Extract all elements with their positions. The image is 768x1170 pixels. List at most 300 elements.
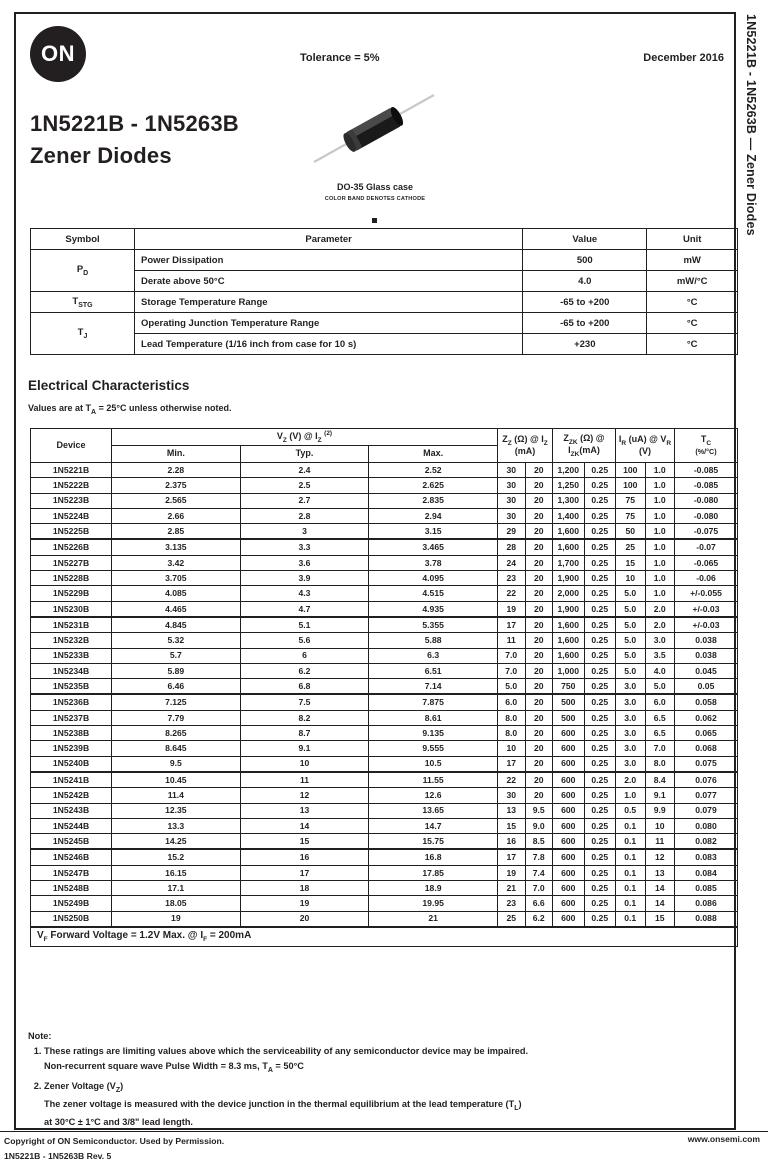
electrical-table-body <box>31 463 738 927</box>
ec-cell-vz_max: 4.515 <box>369 586 498 601</box>
ec-cell-zz: 13 <box>498 803 526 818</box>
ec-cell-zzk: 600 <box>553 726 585 741</box>
ratings-parameter: Derate above 50°C <box>135 271 523 292</box>
ratings-symbol-tj <box>31 313 135 355</box>
ec-cell-vz_min: 17.1 <box>112 881 241 896</box>
note1-line2-sub: A <box>267 1066 273 1074</box>
page-title-line2: Zener Diodes <box>30 142 172 168</box>
ec-cell-ir: 50 <box>616 524 646 540</box>
ec-cell-zzk: 2,000 <box>553 586 585 601</box>
ec-cell-vz_min: 9.5 <box>112 756 241 772</box>
vf-s2: F <box>203 935 208 943</box>
table-row <box>31 508 738 523</box>
ec-cell-iz: 20 <box>525 601 553 617</box>
ratings-parameter: Lead Temperature (1/16 inch from case for 10 s) <box>135 334 523 355</box>
ec-cell-vz_typ: 3.3 <box>240 539 369 555</box>
ec-cell-iz: 20 <box>525 788 553 803</box>
ec-cell-ir: 0.1 <box>616 818 646 833</box>
ec-cell-zzk: 600 <box>553 741 585 756</box>
ec-cell-vz_min: 15.2 <box>112 849 241 865</box>
ec-cell-tc: 0.080 <box>675 818 738 833</box>
ec-cell-vz_min: 18.05 <box>112 896 241 911</box>
ec-cell-ir: 3.0 <box>616 726 646 741</box>
ec-cell-device: 1N5227B <box>31 555 112 570</box>
ec-cell-vz_typ: 10 <box>240 756 369 772</box>
ec-cell-vz_max: 9.555 <box>369 741 498 756</box>
ec-header-device: Device <box>31 429 112 463</box>
ec-cell-izk: 0.25 <box>584 726 616 741</box>
ec-cell-zzk: 1,900 <box>553 571 585 586</box>
note1-line1: These ratings are limiting values above which the serviceability of any semiconductor device may be impaired. <box>44 1046 529 1057</box>
ec-cell-tc: 0.068 <box>675 741 738 756</box>
ec-cell-device: 1N5247B <box>31 865 112 880</box>
symbol-sub: D <box>83 269 89 277</box>
ec-cell-zz: 7.0 <box>498 648 526 663</box>
ec-cell-vz_typ: 15 <box>240 834 369 850</box>
ec-cell-ir: 2.0 <box>616 772 646 788</box>
table-row <box>31 271 738 292</box>
ec-cell-vr: 5.0 <box>645 679 675 695</box>
ec-cell-zz: 19 <box>498 865 526 880</box>
table-row <box>31 313 738 334</box>
note2-line2-pre: The zener voltage is measured with the device junction in the thermal equilibrium at the lead temperature (T <box>44 1098 515 1109</box>
ec-cell-ir: 25 <box>616 539 646 555</box>
ratings-header-unit: Unit <box>647 229 738 250</box>
symbol-sub: STG <box>78 301 93 309</box>
ec-cell-zzk: 600 <box>553 818 585 833</box>
ec-cell-vr: 6.5 <box>645 710 675 725</box>
ec-cell-vr: 6.0 <box>645 694 675 710</box>
ec-cell-vr: 4.0 <box>645 663 675 678</box>
ec-cell-iz: 20 <box>525 756 553 772</box>
ec-cell-vz_typ: 16 <box>240 849 369 865</box>
logo-text: ON <box>41 41 75 66</box>
ec-cell-ir: 0.5 <box>616 803 646 818</box>
ec-cell-tc: 0.075 <box>675 756 738 772</box>
ec-cell-vz_typ: 14 <box>240 818 369 833</box>
ec-cell-vz_typ: 17 <box>240 865 369 880</box>
ec-cell-iz: 20 <box>525 493 553 508</box>
ratings-symbol-tstg <box>31 292 135 313</box>
ec-cell-zzk: 600 <box>553 756 585 772</box>
table-header-row <box>31 229 738 250</box>
table-row <box>31 586 738 601</box>
ec-cell-zz: 17 <box>498 617 526 633</box>
ec-cell-zz: 30 <box>498 508 526 523</box>
ec-cell-iz: 20 <box>525 679 553 695</box>
ratings-parameter: Operating Junction Temperature Range <box>135 313 523 334</box>
ec-cell-izk: 0.25 <box>584 555 616 570</box>
ec-cell-izk: 0.25 <box>584 756 616 772</box>
ec-cell-vr: 2.0 <box>645 601 675 617</box>
ec-cell-vz_max: 7.875 <box>369 694 498 710</box>
table-row <box>31 834 738 850</box>
ec-cell-ir: 15 <box>616 555 646 570</box>
ec-cell-device: 1N5224B <box>31 508 112 523</box>
ec-cell-zzk: 600 <box>553 803 585 818</box>
ec-cell-vr: 9.1 <box>645 788 675 803</box>
vf-p1: V <box>37 929 44 941</box>
table-row <box>31 334 738 355</box>
ec-cell-vz_typ: 12 <box>240 788 369 803</box>
ec-cell-vz_typ: 4.7 <box>240 601 369 617</box>
footer-left <box>4 1134 224 1163</box>
ec-cell-device: 1N5242B <box>31 788 112 803</box>
ec-cell-vz_typ: 5.6 <box>240 633 369 648</box>
package-caption: DO-35 Glass case <box>336 182 414 192</box>
ec-header-zz: $Z_Z$ (Ω) @ $I_Z$ (mA) <box>498 429 553 463</box>
ec-cell-izk: 0.25 <box>584 803 616 818</box>
ec-cell-iz: 9.5 <box>525 803 553 818</box>
table-row <box>31 493 738 508</box>
ec-cell-vz_min: 4.465 <box>112 601 241 617</box>
ec-cell-device: 1N5221B <box>31 463 112 478</box>
ec-cell-izk: 0.25 <box>584 539 616 555</box>
ec-cell-izk: 0.25 <box>584 508 616 523</box>
ec-cell-ir: 5.0 <box>616 663 646 678</box>
ec-cell-ir: 5.0 <box>616 648 646 663</box>
ec-cell-device: 1N5245B <box>31 834 112 850</box>
ec-cell-zzk: 1,250 <box>553 478 585 493</box>
ec-cell-iz: 20 <box>525 772 553 788</box>
symbol-base: P <box>76 264 84 276</box>
ec-cell-device: 1N5225B <box>31 524 112 540</box>
ec-cell-vz_max: 3.465 <box>369 539 498 555</box>
ec-cell-vr: 6.5 <box>645 726 675 741</box>
side-tab <box>738 14 764 354</box>
ec-cell-device: 1N5232B <box>31 633 112 648</box>
footer-website[interactable]: www.onsemi.com <box>687 1134 760 1144</box>
ec-cell-ir: 100 <box>616 478 646 493</box>
ec-cell-zz: 23 <box>498 896 526 911</box>
footer-revision: 1N5221B - 1N5263B Rev. 5 <box>4 1150 112 1161</box>
table-row <box>31 250 738 271</box>
ec-cell-ir: 1.0 <box>616 788 646 803</box>
ec-cell-vr: 1.0 <box>645 571 675 586</box>
table-row <box>31 463 738 478</box>
ec-cell-vz_min: 3.705 <box>112 571 241 586</box>
ec-cell-vz_typ: 2.8 <box>240 508 369 523</box>
ec-cell-zzk: 600 <box>553 881 585 896</box>
ec-cell-vz_min: 3.42 <box>112 555 241 570</box>
ec-cell-device: 1N5222B <box>31 478 112 493</box>
ec-cell-izk: 0.25 <box>584 648 616 663</box>
ec-cell-tc: 0.083 <box>675 849 738 865</box>
ec-cell-izk: 0.25 <box>584 571 616 586</box>
ec-cell-iz: 8.5 <box>525 834 553 850</box>
ec-cell-izk: 0.25 <box>584 493 616 508</box>
ec-cell-tc: 0.079 <box>675 803 738 818</box>
ec-header-tc: $T_C$ (%/°C) <box>675 429 738 463</box>
ec-cell-zz: 7.0 <box>498 663 526 678</box>
ec-cell-izk: 0.25 <box>584 601 616 617</box>
ec-cell-izk: 0.25 <box>584 679 616 695</box>
ec-cell-iz: 20 <box>525 633 553 648</box>
ec-cell-ir: 0.1 <box>616 865 646 880</box>
ec-cell-device: 1N5223B <box>31 493 112 508</box>
ec-cell-vz_min: 7.125 <box>112 694 241 710</box>
ratings-unit: mW <box>647 250 738 271</box>
package-subcaption: COLOR BAND DENOTES CATHODE <box>324 196 426 202</box>
table-row <box>31 726 738 741</box>
ec-cell-iz: 20 <box>525 648 553 663</box>
table-row <box>31 896 738 911</box>
ec-header-tc-unit: (%/°C) <box>695 446 717 456</box>
ec-cell-device: 1N5237B <box>31 710 112 725</box>
ec-cell-ir: 3.0 <box>616 741 646 756</box>
ec-cell-vz_min: 14.25 <box>112 834 241 850</box>
table-row <box>31 555 738 570</box>
ratings-unit: °C <box>647 313 738 334</box>
ec-cell-tc: 0.038 <box>675 633 738 648</box>
ratings-value: -65 to +200 <box>523 313 647 334</box>
ec-cell-ir: 3.0 <box>616 710 646 725</box>
ec-cell-vz_min: 5.7 <box>112 648 241 663</box>
notes-list <box>28 1044 728 1129</box>
ec-cell-vz_min: 2.375 <box>112 478 241 493</box>
ec-cell-tc: +/-0.03 <box>675 601 738 617</box>
ec-cell-vz_max: 8.61 <box>369 710 498 725</box>
table-row <box>31 478 738 493</box>
ec-cell-izk: 0.25 <box>584 710 616 725</box>
note2-line1-sub: Z <box>115 1087 121 1094</box>
ec-header-zzk: $Z_{ZK}$ (Ω) @ $I_{ZK}(mA)$ <box>553 429 616 463</box>
ec-cell-device: 1N5234B <box>31 663 112 678</box>
ec-header-vz-max: Max. <box>369 446 498 463</box>
ec-cell-vz_min: 5.32 <box>112 633 241 648</box>
ec-cell-vz_typ: 18 <box>240 881 369 896</box>
ec-cell-vz_min: 5.89 <box>112 663 241 678</box>
ec-cell-iz: 20 <box>525 726 553 741</box>
ec-cell-zzk: 500 <box>553 694 585 710</box>
ec-cell-vz_max: 5.355 <box>369 617 498 633</box>
ec-cell-vr: 10 <box>645 818 675 833</box>
table-row <box>31 818 738 833</box>
table-row <box>31 694 738 710</box>
ec-cell-vz_min: 8.645 <box>112 741 241 756</box>
ec-cell-ir: 3.0 <box>616 679 646 695</box>
ec-cell-vz_max: 6.3 <box>369 648 498 663</box>
ec-cell-vr: 14 <box>645 896 675 911</box>
ec-cell-zz: 30 <box>498 493 526 508</box>
ec-cell-tc: -0.080 <box>675 508 738 523</box>
ec-cell-izk: 0.25 <box>584 617 616 633</box>
ec-cell-zz: 22 <box>498 586 526 601</box>
ec-cell-device: 1N5233B <box>31 648 112 663</box>
ec-cell-vr: 1.0 <box>645 524 675 540</box>
ec-cell-tc: -0.065 <box>675 555 738 570</box>
table-row <box>31 539 738 555</box>
vf-p3: = 200mA <box>207 929 252 941</box>
ec-cell-vz_max: 12.6 <box>369 788 498 803</box>
ec-cell-vz_max: 19.95 <box>369 896 498 911</box>
ec-cell-zz: 5.0 <box>498 679 526 695</box>
ec-cell-vz_typ: 19 <box>240 896 369 911</box>
section-title-electrical: Electrical Characteristics <box>28 378 190 393</box>
ec-cell-zz: 16 <box>498 834 526 850</box>
ec-cell-vz_typ: 11 <box>240 772 369 788</box>
ec-cell-iz: 20 <box>525 617 553 633</box>
table-row <box>31 865 738 880</box>
ec-cell-tc: 0.088 <box>675 911 738 927</box>
ec-cell-vz_typ: 6 <box>240 648 369 663</box>
ec-cell-zz: 22 <box>498 772 526 788</box>
section-note-electrical <box>28 403 232 416</box>
ec-cell-zzk: 1,400 <box>553 508 585 523</box>
ec-cell-zzk: 1,600 <box>553 633 585 648</box>
ec-cell-zzk: 600 <box>553 788 585 803</box>
ec-cell-izk: 0.25 <box>584 633 616 648</box>
ec-cell-zz: 24 <box>498 555 526 570</box>
ec-cell-zzk: 1,600 <box>553 617 585 633</box>
ec-cell-vz_min: 11.4 <box>112 788 241 803</box>
ratings-header-value: Value <box>523 229 647 250</box>
ec-cell-device: 1N5229B <box>31 586 112 601</box>
ec-cell-izk: 0.25 <box>584 694 616 710</box>
ec-header-ir: $I_R$ (uA) @ $V_R$ (V) <box>616 429 675 463</box>
ec-cell-ir: 5.0 <box>616 633 646 648</box>
publication-date: December 2016 <box>643 52 724 64</box>
ratings-symbol-pd <box>31 250 135 292</box>
ec-cell-vz_max: 4.935 <box>369 601 498 617</box>
ec-cell-izk: 0.25 <box>584 772 616 788</box>
footnote-marker: (2) <box>324 430 333 438</box>
ec-cell-vr: 3.0 <box>645 633 675 648</box>
note2-line3: at 30°C ± 1°C and 3/8" lead length. <box>44 1116 193 1127</box>
ec-cell-tc: -0.07 <box>675 539 738 555</box>
table-row <box>31 788 738 803</box>
ec-cell-device: 1N5231B <box>31 617 112 633</box>
table-row <box>31 679 738 695</box>
ec-cell-vz_max: 10.5 <box>369 756 498 772</box>
ec-cell-zzk: 1,200 <box>553 463 585 478</box>
note2-line2-post: ) <box>518 1098 522 1109</box>
ec-cell-device: 1N5238B <box>31 726 112 741</box>
ec-cell-vz_typ: 9.1 <box>240 741 369 756</box>
ec-cell-vz_max: 18.9 <box>369 881 498 896</box>
ec-cell-device: 1N5235B <box>31 679 112 695</box>
table-row <box>31 756 738 772</box>
ec-cell-vr: 3.5 <box>645 648 675 663</box>
ec-cell-ir: 5.0 <box>616 601 646 617</box>
ec-cell-tc: -0.085 <box>675 478 738 493</box>
ec-cell-vz_max: 2.835 <box>369 493 498 508</box>
table-row <box>31 648 738 663</box>
ec-cell-ir: 10 <box>616 571 646 586</box>
vf-p2: Forward Voltage = 1.2V Max. @ I <box>47 929 204 941</box>
ec-cell-izk: 0.25 <box>584 788 616 803</box>
ec-cell-iz: 20 <box>525 508 553 523</box>
ratings-header-symbol: Symbol <box>31 229 135 250</box>
ec-cell-iz: 6.6 <box>525 896 553 911</box>
ratings-parameter: Power Dissipation <box>135 250 523 271</box>
ratings-unit: °C <box>647 292 738 313</box>
ec-cell-zz: 15 <box>498 818 526 833</box>
ec-cell-device: 1N5230B <box>31 601 112 617</box>
table-row <box>31 849 738 865</box>
ec-cell-vz_typ: 2.7 <box>240 493 369 508</box>
ec-cell-vz_max: 3.78 <box>369 555 498 570</box>
ec-cell-vz_min: 7.79 <box>112 710 241 725</box>
ec-cell-device: 1N5248B <box>31 881 112 896</box>
ec-cell-zzk: 1,600 <box>553 648 585 663</box>
tolerance-label: Tolerance = 5% <box>300 52 380 64</box>
ec-cell-iz: 20 <box>525 571 553 586</box>
ec-cell-vz_min: 12.35 <box>112 803 241 818</box>
ec-cell-ir: 0.1 <box>616 911 646 927</box>
ec-cell-vz_max: 21 <box>369 911 498 927</box>
ec-cell-vr: 15 <box>645 911 675 927</box>
ec-cell-vz_typ: 2.5 <box>240 478 369 493</box>
symbol-base: T <box>77 327 84 339</box>
ec-cell-iz: 20 <box>525 663 553 678</box>
diode-photo-svg <box>306 87 441 170</box>
note2-line1-post: ) <box>120 1081 124 1092</box>
ec-cell-izk: 0.25 <box>584 911 616 927</box>
ec-cell-vz_max: 2.52 <box>369 463 498 478</box>
ec-cell-iz: 7.8 <box>525 849 553 865</box>
list-item <box>44 1079 728 1129</box>
note-post: = 25°C unless otherwise noted. <box>96 403 232 413</box>
ec-cell-zz: 25 <box>498 911 526 927</box>
ec-cell-vz_max: 4.095 <box>369 571 498 586</box>
ec-cell-vz_min: 13.3 <box>112 818 241 833</box>
ec-cell-vz_typ: 7.5 <box>240 694 369 710</box>
ec-cell-izk: 0.25 <box>584 586 616 601</box>
ec-cell-vz_min: 6.46 <box>112 679 241 695</box>
side-tab-label: 1N5221B - 1N5263B — Zener Diodes <box>744 14 758 236</box>
ec-cell-tc: 0.085 <box>675 881 738 896</box>
ec-cell-vr: 14 <box>645 881 675 896</box>
ec-cell-tc: 0.045 <box>675 663 738 678</box>
ec-cell-tc: 0.082 <box>675 834 738 850</box>
ec-cell-zzk: 600 <box>553 896 585 911</box>
page-title <box>30 108 239 172</box>
ec-cell-vr: 1.0 <box>645 493 675 508</box>
ec-cell-iz: 20 <box>525 478 553 493</box>
vf-row <box>31 927 738 947</box>
ec-cell-vr: 11 <box>645 834 675 850</box>
ec-cell-ir: 0.1 <box>616 896 646 911</box>
ec-cell-vz_typ: 3 <box>240 524 369 540</box>
table-row <box>31 663 738 678</box>
ec-cell-device: 1N5243B <box>31 803 112 818</box>
ec-cell-iz: 9.0 <box>525 818 553 833</box>
ec-cell-vr: 1.0 <box>645 586 675 601</box>
ec-cell-vz_max: 9.135 <box>369 726 498 741</box>
ec-cell-izk: 0.25 <box>584 663 616 678</box>
ec-cell-iz: 20 <box>525 586 553 601</box>
ec-cell-device: 1N5228B <box>31 571 112 586</box>
ec-cell-vr: 8.0 <box>645 756 675 772</box>
ec-cell-vz_max: 5.88 <box>369 633 498 648</box>
ec-cell-device: 1N5244B <box>31 818 112 833</box>
ec-cell-vz_min: 3.135 <box>112 539 241 555</box>
ec-cell-zz: 21 <box>498 881 526 896</box>
ec-cell-ir: 3.0 <box>616 694 646 710</box>
ec-cell-device: 1N5226B <box>31 539 112 555</box>
ec-cell-tc: +/-0.03 <box>675 617 738 633</box>
ec-cell-vz_min: 2.85 <box>112 524 241 540</box>
table-row <box>31 710 738 725</box>
ec-cell-izk: 0.25 <box>584 834 616 850</box>
ec-cell-vz_max: 13.65 <box>369 803 498 818</box>
ec-cell-vz_typ: 8.7 <box>240 726 369 741</box>
ec-cell-vr: 13 <box>645 865 675 880</box>
ratings-unit: mW/°C <box>647 271 738 292</box>
ec-header-vz-typ: Typ. <box>240 446 369 463</box>
ec-cell-device: 1N5240B <box>31 756 112 772</box>
